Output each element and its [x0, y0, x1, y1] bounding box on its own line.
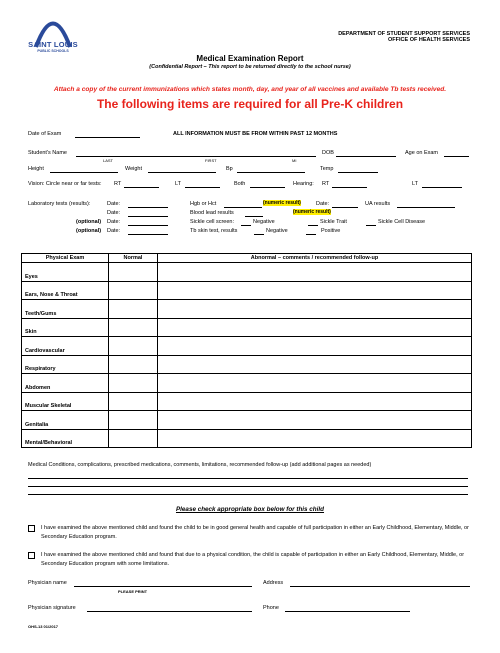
- normal-cell[interactable]: [109, 374, 158, 393]
- header-physical-exam: Physical Exam: [22, 254, 109, 263]
- option-2-text: I have examined the above mentioned child and found that due to a physical condition, the child is capable of participation in either an Early Childhood, Elementary, Middle, or Secondary Education program with some limitations.: [41, 552, 465, 567]
- sickle-trait-label: Sickle Trait: [320, 219, 347, 225]
- height-field[interactable]: [50, 172, 118, 173]
- address-label: Address: [263, 580, 284, 586]
- row-label-abdomen: Abdomen: [22, 374, 109, 393]
- sickle-disease-blank[interactable]: [366, 225, 376, 226]
- hgb-label: Hgb or Hct: [190, 201, 217, 207]
- conditions-line-3[interactable]: [28, 494, 468, 495]
- conditions-label: Medical Conditions, complications, prescribed medications, comments, limitations, recommended follow-up (add additional pages as needed): [28, 462, 372, 468]
- tb-test-label: Tb skin test, results: [190, 228, 238, 234]
- temp-field[interactable]: [338, 172, 378, 173]
- hgb-numeric-note: (numeric result): [263, 200, 301, 206]
- abnormal-cell[interactable]: [158, 392, 472, 411]
- sickle-trait-blank[interactable]: [308, 225, 318, 226]
- table-row: [22, 411, 472, 430]
- lab-date-label-3: Date:: [107, 210, 121, 216]
- normal-cell[interactable]: [109, 263, 158, 282]
- lab-tests-label: Laboratory tests (results):: [28, 201, 91, 207]
- temp-label: Temp: [320, 166, 334, 172]
- option-2: [28, 551, 473, 568]
- lab-date-field-4[interactable]: [128, 225, 168, 226]
- table-row: [22, 355, 472, 374]
- vision-rt-label: RT: [114, 181, 122, 187]
- address-field[interactable]: [290, 586, 470, 587]
- header-normal: Normal: [109, 254, 158, 263]
- option-1: [28, 524, 473, 541]
- abnormal-cell[interactable]: [158, 355, 472, 374]
- option-1-text: I have examined the above mentioned child and found the child to be in good general health and capable of full participation in either an Early Childhood, Elementary, Middle, or Secondary Education program.: [41, 525, 469, 540]
- row-label-genitalia: Genitalia: [22, 411, 109, 430]
- form-id: OHS-13 01/2017: [28, 624, 59, 629]
- ua-field[interactable]: [397, 207, 455, 208]
- physician-signature-label: Physician signature: [28, 605, 76, 611]
- immunization-notice: Attach a copy of the current immunizations which states month, day, and year of all vaccines and available Tb tests received.: [53, 86, 447, 93]
- weight-field[interactable]: [148, 172, 216, 173]
- header-abnormal: Abnormal – comments / recommended follow-up: [158, 254, 472, 263]
- blood-lead-field[interactable]: [245, 216, 263, 217]
- physician-signature-field[interactable]: [87, 611, 252, 612]
- optional-label-1: (optional): [76, 219, 102, 225]
- abnormal-cell[interactable]: [158, 411, 472, 430]
- lab-date-label-2: Date:: [316, 201, 330, 207]
- row-label-respiratory: Respiratory: [22, 355, 109, 374]
- tb-positive-label: Positive: [321, 228, 341, 234]
- table-row: [22, 281, 472, 300]
- bp-field[interactable]: [237, 172, 305, 173]
- sickle-negative-label: Negative: [253, 219, 275, 225]
- hearing-label: Hearing:: [293, 181, 314, 187]
- age-field[interactable]: [444, 156, 469, 157]
- row-label-eyes: Eyes: [22, 263, 109, 282]
- conditions-line-1[interactable]: [28, 478, 468, 479]
- hgb-field[interactable]: [224, 207, 262, 208]
- lab-date-label-5: Date:: [107, 228, 121, 234]
- lead-numeric-note: (numeric result): [293, 209, 331, 215]
- normal-cell[interactable]: [109, 337, 158, 356]
- abnormal-cell[interactable]: [158, 374, 472, 393]
- physical-exam-table: [21, 253, 472, 448]
- row-label-teeth: Teeth/Gums: [22, 300, 109, 319]
- row-label-cardiovascular: Cardiovascular: [22, 337, 109, 356]
- optional-label-2: (optional): [76, 228, 102, 234]
- department-header: [338, 31, 470, 43]
- please-print-caption: PLEASE PRINT: [118, 589, 148, 594]
- abnormal-cell[interactable]: [158, 318, 472, 337]
- abnormal-cell[interactable]: [158, 281, 472, 300]
- age-label: Age on Exam: [405, 150, 439, 156]
- blood-lead-label: Blood lead results: [190, 210, 234, 216]
- table-header-row: [22, 254, 472, 263]
- table-row: [22, 300, 472, 319]
- physician-name-label: Physician name: [28, 580, 67, 586]
- abnormal-cell[interactable]: [158, 429, 472, 448]
- prek-headline: The following items are required for all Pre-K children: [96, 97, 404, 111]
- normal-cell[interactable]: [109, 355, 158, 374]
- info-requirement: ALL INFORMATION MUST BE FROM WITHIN PAST 12 MONTHS: [173, 131, 338, 137]
- row-label-ent: Ears, Nose & Throat: [22, 281, 109, 300]
- table-row: [22, 263, 472, 282]
- ua-label: UA results: [365, 201, 391, 207]
- normal-cell[interactable]: [109, 392, 158, 411]
- logo-line1: SAINT LOUIS: [28, 40, 78, 49]
- hearing-rt-label: RT: [322, 181, 330, 187]
- lab-date-field-1[interactable]: [128, 207, 168, 208]
- tb-negative-blank[interactable]: [254, 234, 264, 235]
- row-label-muscular: Muscular Skeletal: [22, 392, 109, 411]
- height-label: Height: [28, 166, 44, 172]
- vision-rt-field[interactable]: [124, 187, 159, 188]
- hearing-rt-field[interactable]: [332, 187, 367, 188]
- mi-caption: MI: [292, 158, 297, 163]
- dept-line2: OFFICE OF HEALTH SERVICES: [388, 37, 470, 43]
- table-row: [22, 318, 472, 337]
- sickle-negative-blank[interactable]: [241, 225, 251, 226]
- physician-name-field[interactable]: [74, 586, 252, 587]
- lab-date-field-2[interactable]: [332, 207, 358, 208]
- form-title: Medical Examination Report: [196, 54, 304, 63]
- sickle-cell-label: Sickle cell screen:: [190, 219, 235, 225]
- abnormal-cell[interactable]: [158, 300, 472, 319]
- lab-date-label-4: Date:: [107, 219, 121, 225]
- tb-positive-blank[interactable]: [306, 234, 316, 235]
- form-subtitle: (Confidential Report – This report to be returned directly to the school nurse): [149, 64, 351, 70]
- tb-negative-label: Negative: [266, 228, 288, 234]
- date-of-exam-field[interactable]: [75, 137, 140, 138]
- table-row: [22, 374, 472, 393]
- normal-cell[interactable]: [109, 318, 158, 337]
- abnormal-cell[interactable]: [158, 337, 472, 356]
- weight-label: Weight: [125, 166, 143, 172]
- lab-date-label-1: Date:: [107, 201, 121, 207]
- vision-both-label: Both: [234, 181, 246, 187]
- logo-line2: PUBLIC SCHOOLS: [37, 49, 69, 53]
- lab-date-field-3[interactable]: [128, 216, 168, 217]
- option-2-checkbox[interactable]: [28, 552, 35, 559]
- last-caption: LAST: [103, 158, 114, 163]
- sickle-disease-label: Sickle Cell Disease: [378, 219, 426, 225]
- student-name-label: Student's Name: [28, 150, 67, 156]
- normal-cell[interactable]: [109, 429, 158, 448]
- hearing-lt-label: LT: [412, 181, 419, 187]
- vision-lt-label: LT: [175, 181, 182, 187]
- conditions-line-2[interactable]: [28, 486, 468, 487]
- normal-cell[interactable]: [109, 281, 158, 300]
- hearing-lt-field[interactable]: [422, 187, 462, 188]
- phone-field[interactable]: [285, 611, 410, 612]
- date-of-exam-label: Date of Exam: [28, 131, 62, 137]
- table-row: [22, 429, 472, 448]
- table-row: [22, 337, 472, 356]
- lab-date-field-5[interactable]: [128, 234, 168, 235]
- dob-label: DOB: [322, 150, 334, 156]
- row-label-mental: Mental/Behavioral: [22, 429, 109, 448]
- normal-cell[interactable]: [109, 300, 158, 319]
- bp-label: Bp: [226, 166, 233, 172]
- vision-label: Vision: Circle near or far tests:: [28, 181, 102, 187]
- dob-field[interactable]: [336, 156, 396, 157]
- check-heading: Please check appropriate box below for this child: [175, 506, 325, 513]
- option-1-checkbox[interactable]: [28, 525, 35, 532]
- first-caption: FIRST: [205, 158, 217, 163]
- phone-label: Phone: [263, 605, 279, 611]
- dept-line1: DEPARTMENT OF STUDENT SUPPORT SERVICES: [338, 31, 470, 37]
- normal-cell[interactable]: [109, 411, 158, 430]
- student-name-field[interactable]: [76, 156, 316, 157]
- vision-both-field[interactable]: [250, 187, 285, 188]
- table-row: [22, 392, 472, 411]
- abnormal-cell[interactable]: [158, 263, 472, 282]
- vision-lt-field[interactable]: [185, 187, 220, 188]
- row-label-skin: Skin: [22, 318, 109, 337]
